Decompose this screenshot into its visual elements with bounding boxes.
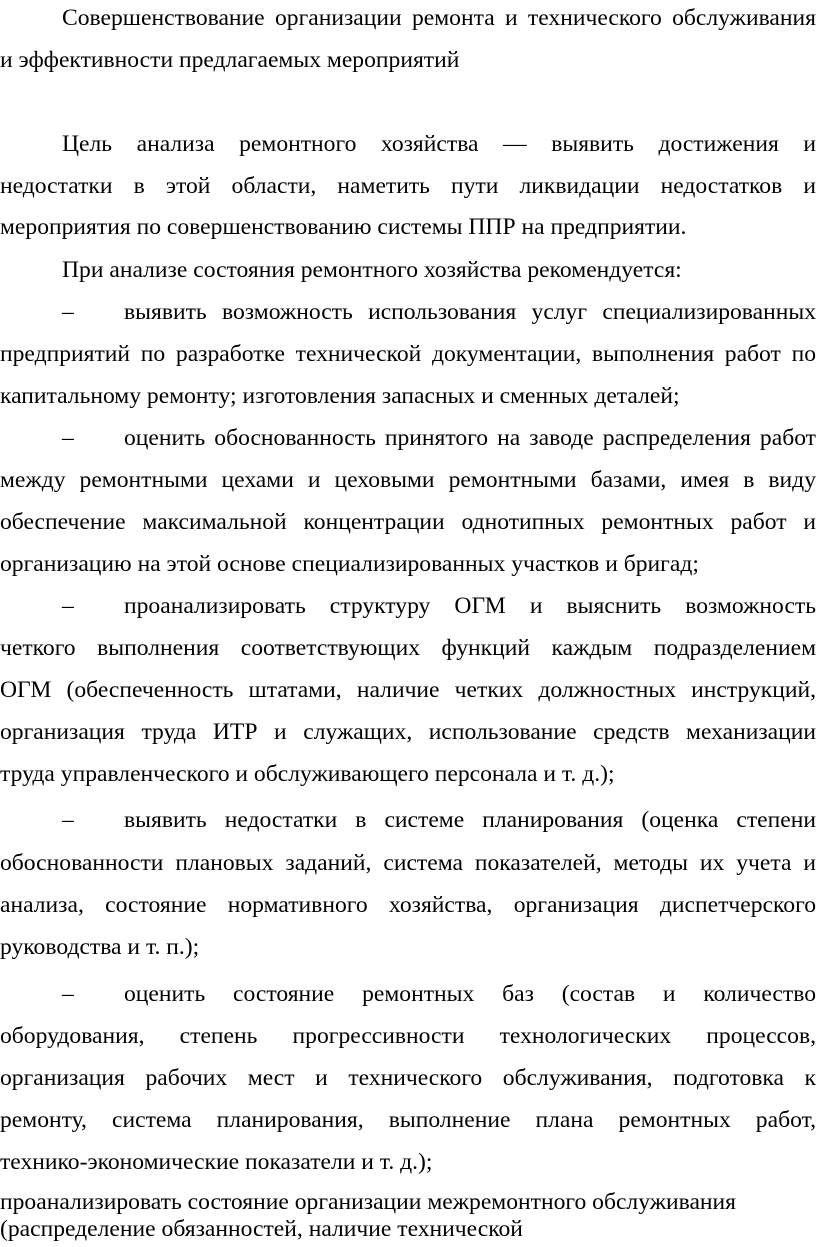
list-item-5-line: организация рабочих мест и технического обслуживания, подготовка к [0,1065,816,1091]
list-item-1-line: капитальному ремонту; изготовления запасных и сменных деталей; [0,383,680,409]
list-item-4-line: анализа, состояние нормативного хозяйства, организация диспетчерского [0,892,816,918]
intro-line-3: мероприятия по совершенствованию системы ППР на предприятии. [0,214,687,240]
list-item-5-line: оборудования, степень прогрессивности технологических процессов, [0,1023,816,1049]
list-item-3-line: ОГМ (обеспеченность штатами, наличие четких должностных инструкций, [0,677,816,703]
list-item-2-line: организацию на этой основе специализированных участков и бригад; [0,551,699,577]
bullet-dash: – [62,593,74,619]
bullet-dash: – [62,425,74,451]
list-item-4-line: обоснованности плановых заданий, система показателей, методы их учета и [0,850,816,876]
list-item-3-line: труда управленческого и обслуживающего персонала и т. д.); [0,761,615,787]
list-item-1-first-line: выявить возможность использования услуг специализированных [124,299,816,325]
list-item-4-line: руководства и т. п.); [0,934,200,960]
lead-line: При анализе состояния ремонтного хозяйства рекомендуется: [62,257,682,283]
list-item-2-line: между ремонтными цехами и цеховыми ремонтными базами, имея в виду [0,467,816,493]
bullet-dash: – [62,299,74,325]
list-item-3-line: организация труда ИТР и служащих, использование средств механизации [0,719,816,745]
list-item-2-first-line: оценить обоснованность принятого на заводе распределения работ [124,425,816,451]
list-item-5-first-line: оценить состояние ремонтных баз (состав и количество [124,981,816,1007]
bullet-dash: – [62,981,74,1007]
list-item-4-first-line: выявить недостатки в системе планирования (оценка степени [124,807,816,833]
title-line-1: Совершенствование организации ремонта и технического обслуживания [62,5,816,31]
bullet-dash: – [62,807,74,833]
list-item-5-line: технико-экономические показатели и т. д.); [0,1149,433,1175]
list-item-1-line: предприятий по разработке технической документации, выполнения работ по [0,341,816,367]
title-line-2: и эффективности предлагаемых мероприятий [0,47,460,73]
tail-line-2: (распределение обязанностей, наличие технической [0,1216,523,1242]
list-item-5-line: ремонту, система планирования, выполнение плана ремонтных работ, [0,1107,816,1133]
list-item-3-first-line: проанализировать структуру ОГМ и выяснить возможность [124,593,816,619]
intro-line-2: недостатки в этой области, наметить пути ликвидации недостатков и [0,173,816,199]
list-item-3-line: четкого выполнения соответствующих функций каждым подразделением [0,635,816,661]
list-item-2-line: обеспечение максимальной концентрации однотипных ремонтных работ и [0,509,816,535]
intro-line-1: Цель анализа ремонтного хозяйства — выявить достижения и [62,131,816,157]
tail-line-1: проанализировать состояние организации межремонтного обслуживания [0,1189,737,1215]
